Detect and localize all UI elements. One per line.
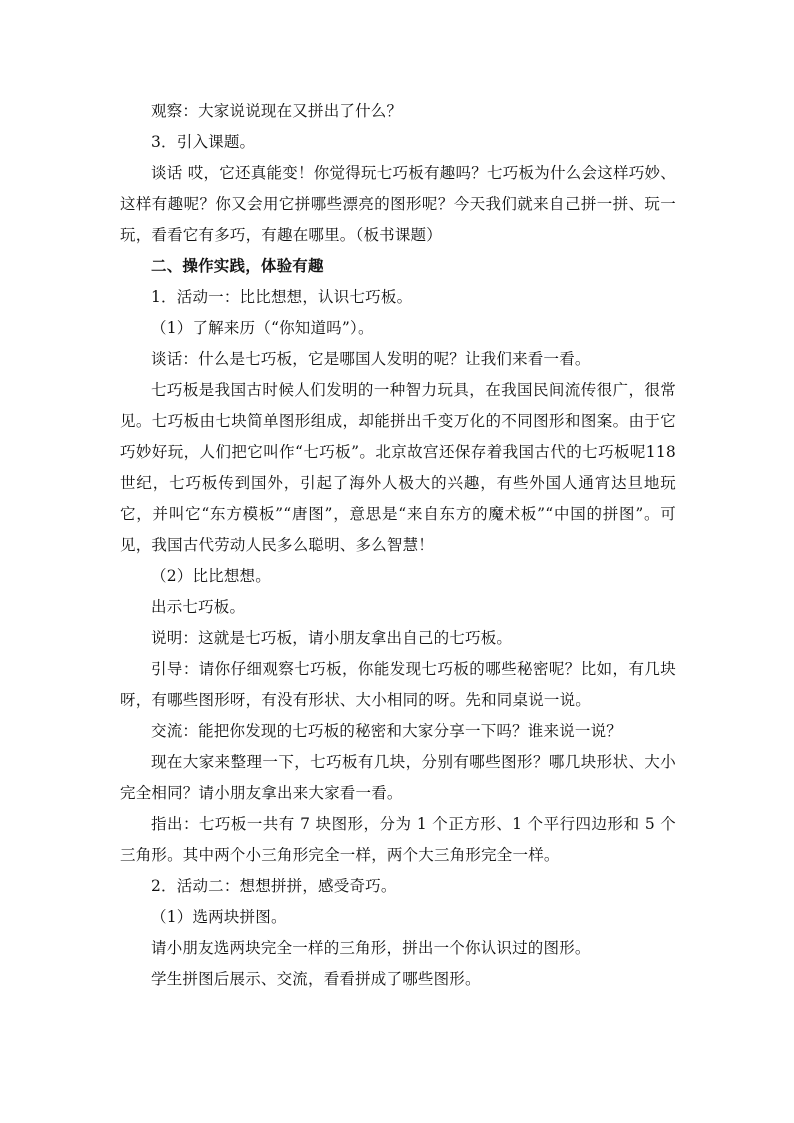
paragraph-talk-intro: 谈话 哎，它还真能变！你觉得玩七巧板有趣吗？七巧板为什么会这样巧妙、这样有趣呢？你又会用它拼哪些漂亮的图形呢？今天我们就来自己拼一拼、玩一玩，看看它有多巧，有趣在哪里。（板书课题） <box>120 164 676 244</box>
section-heading-2: 二、操作实践，体验有趣 <box>151 257 324 275</box>
paragraph-activity-2: 2．活动二：想想拼拼，感受奇巧。 <box>151 877 397 895</box>
paragraph-explain: 说明：这就是七巧板，请小朋友拿出自己的七巧板。 <box>151 629 513 647</box>
paragraph-student-show: 学生拼图后展示、交流，看看拼成了哪些图形。 <box>151 970 481 988</box>
paragraph-history: （1）了解来历（“你知道吗”）。 <box>151 319 374 337</box>
paragraph-talk-what: 谈话：什么是七巧板，它是哪国人发明的呢？让我们来看一看。 <box>151 350 591 368</box>
paragraph-point-out: 指出：七巧板一共有 7 块图形，分为 1 个正方形、1 个平行四边形和 5 个三角形。其中两个小三角形完全一样，两个大三角形完全一样。 <box>120 815 676 864</box>
paragraph-observe: 观察：大家说说现在又拼出了什么？ <box>151 102 403 120</box>
paragraph-instruction: 请小朋友选两块完全一样的三角形，拼出一个你认识过的图形。 <box>151 939 591 957</box>
paragraph-two-pieces: （1）选两块拼图。 <box>151 908 287 926</box>
paragraph-organize: 现在大家来整理一下，七巧板有几块，分别有哪些图形？哪几块形状、大小完全相同？请小朋友拿出来大家看一看。 <box>120 753 676 802</box>
paragraph-activity-1: 1．活动一：比比想想，认识七巧板。 <box>151 288 413 306</box>
paragraph-compare: （2）比比想想。 <box>151 567 271 585</box>
document-page <box>120 96 676 995</box>
paragraph-guide: 引导：请你仔细观察七巧板，你能发现七巧板的哪些秘密呢？比如，有几块呀，有哪些图形呀，有没有形状、大小相同的呀。先和同桌说一说。 <box>120 660 676 709</box>
paragraph-step-3: 3．引入课题。 <box>151 133 256 151</box>
paragraph-show: 出示七巧板。 <box>151 598 246 616</box>
paragraph-history-text: 七巧板是我国古时候人们发明的一种智力玩具，在我国民间流传很广，很常见。七巧板由七块简单图形组成，却能拼出千变万化的不同图形和图案。由于它巧妙好玩，人们把它叫作“七巧板”。北京故宫还保存着我国古代的七巧板呢118世纪，七巧板传到国外，引起了海外人极大的兴趣，有些外国人通宵达旦地玩它，并叫它“东方模板”“唐图”，意思是“来自东方的魔术板”“中国的拼图”。可见，我国古代劳动人民多么聪明、多么智慧！ <box>120 381 676 554</box>
paragraph-exchange: 交流：能把你发现的七巧板的秘密和大家分享一下吗？谁来说一说？ <box>151 722 623 740</box>
